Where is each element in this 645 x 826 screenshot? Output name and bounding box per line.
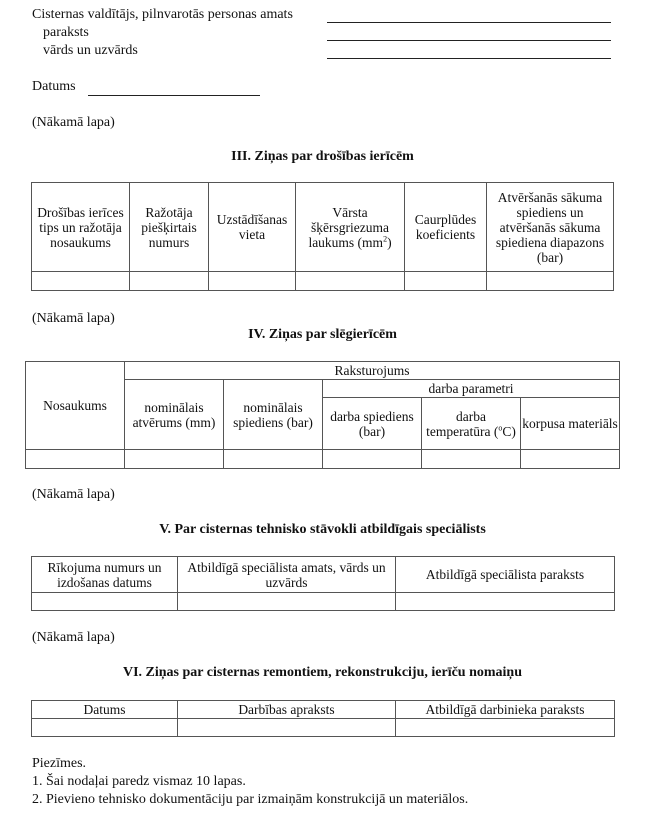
role-field-line[interactable]: [327, 22, 611, 23]
header-cell: Atbildīgā darbinieka paraksts: [396, 701, 615, 719]
table-row: [32, 719, 615, 737]
note-item: 2. Pievieno tehnisko dokumentāciju par izmaiņām konstrukcijā un materiālos.: [32, 792, 469, 807]
empty-cell[interactable]: [396, 593, 615, 611]
header-cell: Rīkojuma numurs un izdošanas datums: [32, 557, 178, 593]
responsible-specialist-table: [31, 556, 615, 611]
date-field-line[interactable]: [88, 95, 260, 96]
empty-cell[interactable]: [209, 272, 296, 291]
header-cell: Uzstādīšanas vieta: [209, 183, 296, 272]
name-field-line[interactable]: [327, 58, 611, 59]
superscript: o: [498, 423, 503, 432]
header-text: ): [387, 234, 392, 250]
superscript: 2: [383, 234, 388, 243]
header-cell: darba spiediens (bar): [323, 398, 422, 450]
header-cell: darba parametri: [323, 380, 620, 398]
note-item: 1. Šai nodaļai paredz vismaz 10 lapas.: [32, 774, 246, 789]
empty-cell[interactable]: [26, 450, 125, 469]
empty-cell[interactable]: [521, 450, 620, 469]
signature-label: paraksts: [43, 25, 89, 40]
empty-cell[interactable]: [296, 272, 405, 291]
next-page-note: (Nākamā lapa): [32, 630, 115, 645]
empty-cell[interactable]: [396, 719, 615, 737]
empty-cell[interactable]: [32, 719, 178, 737]
header-cell: nominālais atvērums (mm): [125, 380, 224, 450]
next-page-note: (Nākamā lapa): [32, 487, 115, 502]
repairs-table: [31, 700, 615, 737]
header-cell: Drošības ierīces tips un ražotāja nosaukums: [32, 183, 130, 272]
empty-cell[interactable]: [405, 272, 487, 291]
header-cell: Atbildīgā speciālista amats, vārds un uzvārds: [178, 557, 396, 593]
empty-cell[interactable]: [32, 272, 130, 291]
header-text: Vārsta šķērsgriezuma laukums (mm: [308, 204, 389, 250]
header-cell: [296, 183, 405, 272]
safety-devices-table: [31, 182, 614, 291]
shutoff-devices-table: [25, 361, 620, 469]
table-row: [32, 593, 615, 611]
empty-cell[interactable]: [422, 450, 521, 469]
empty-cell[interactable]: [178, 593, 396, 611]
next-page-note: (Nākamā lapa): [32, 311, 115, 326]
notes-title: Piezīmes.: [32, 756, 87, 771]
empty-cell[interactable]: [323, 450, 422, 469]
empty-cell[interactable]: [487, 272, 614, 291]
empty-cell[interactable]: [130, 272, 209, 291]
header-cell: Atvēršanās sākuma spiediens un atvēršanās sākuma spiediena diapazons (bar): [487, 183, 614, 272]
header-cell: [422, 398, 521, 450]
header-text: darba temperatūra (: [426, 408, 499, 439]
signature-field-line[interactable]: [327, 40, 611, 41]
section6-title: VI. Ziņas par cisternas remontiem, rekonstrukciju, ierīču nomaiņu: [122, 665, 522, 680]
section3-title: III. Ziņas par drošības ierīcēm: [231, 149, 414, 164]
next-page-note: (Nākamā lapa): [32, 115, 115, 130]
date-label: Datums: [32, 79, 76, 94]
header-cell: korpusa materiāls: [521, 398, 620, 450]
header-text: C): [502, 423, 516, 439]
table-row: [26, 450, 620, 469]
table-row: [32, 272, 614, 291]
empty-cell[interactable]: [178, 719, 396, 737]
header-cell: nominālais spiediens (bar): [224, 380, 323, 450]
header-cell: Raksturojums: [125, 362, 620, 380]
header-cell: Datums: [32, 701, 178, 719]
header-cell: Caurplūdes koeficients: [405, 183, 487, 272]
header-cell: Darbības apraksts: [178, 701, 396, 719]
name-label: vārds un uzvārds: [43, 43, 138, 58]
section5-title: V. Par cisternas tehnisko stāvokli atbildīgais speciālists: [159, 522, 486, 537]
role-label: Cisternas valdītājs, pilnvarotās personas amats: [32, 7, 293, 22]
header-cell: Ražotāja piešķirtais numurs: [130, 183, 209, 272]
header-cell: Atbildīgā speciālista paraksts: [396, 557, 615, 593]
section4-title: IV. Ziņas par slēgierīcēm: [248, 327, 397, 342]
empty-cell[interactable]: [32, 593, 178, 611]
empty-cell[interactable]: [125, 450, 224, 469]
header-cell: Nosaukums: [26, 362, 125, 450]
empty-cell[interactable]: [224, 450, 323, 469]
